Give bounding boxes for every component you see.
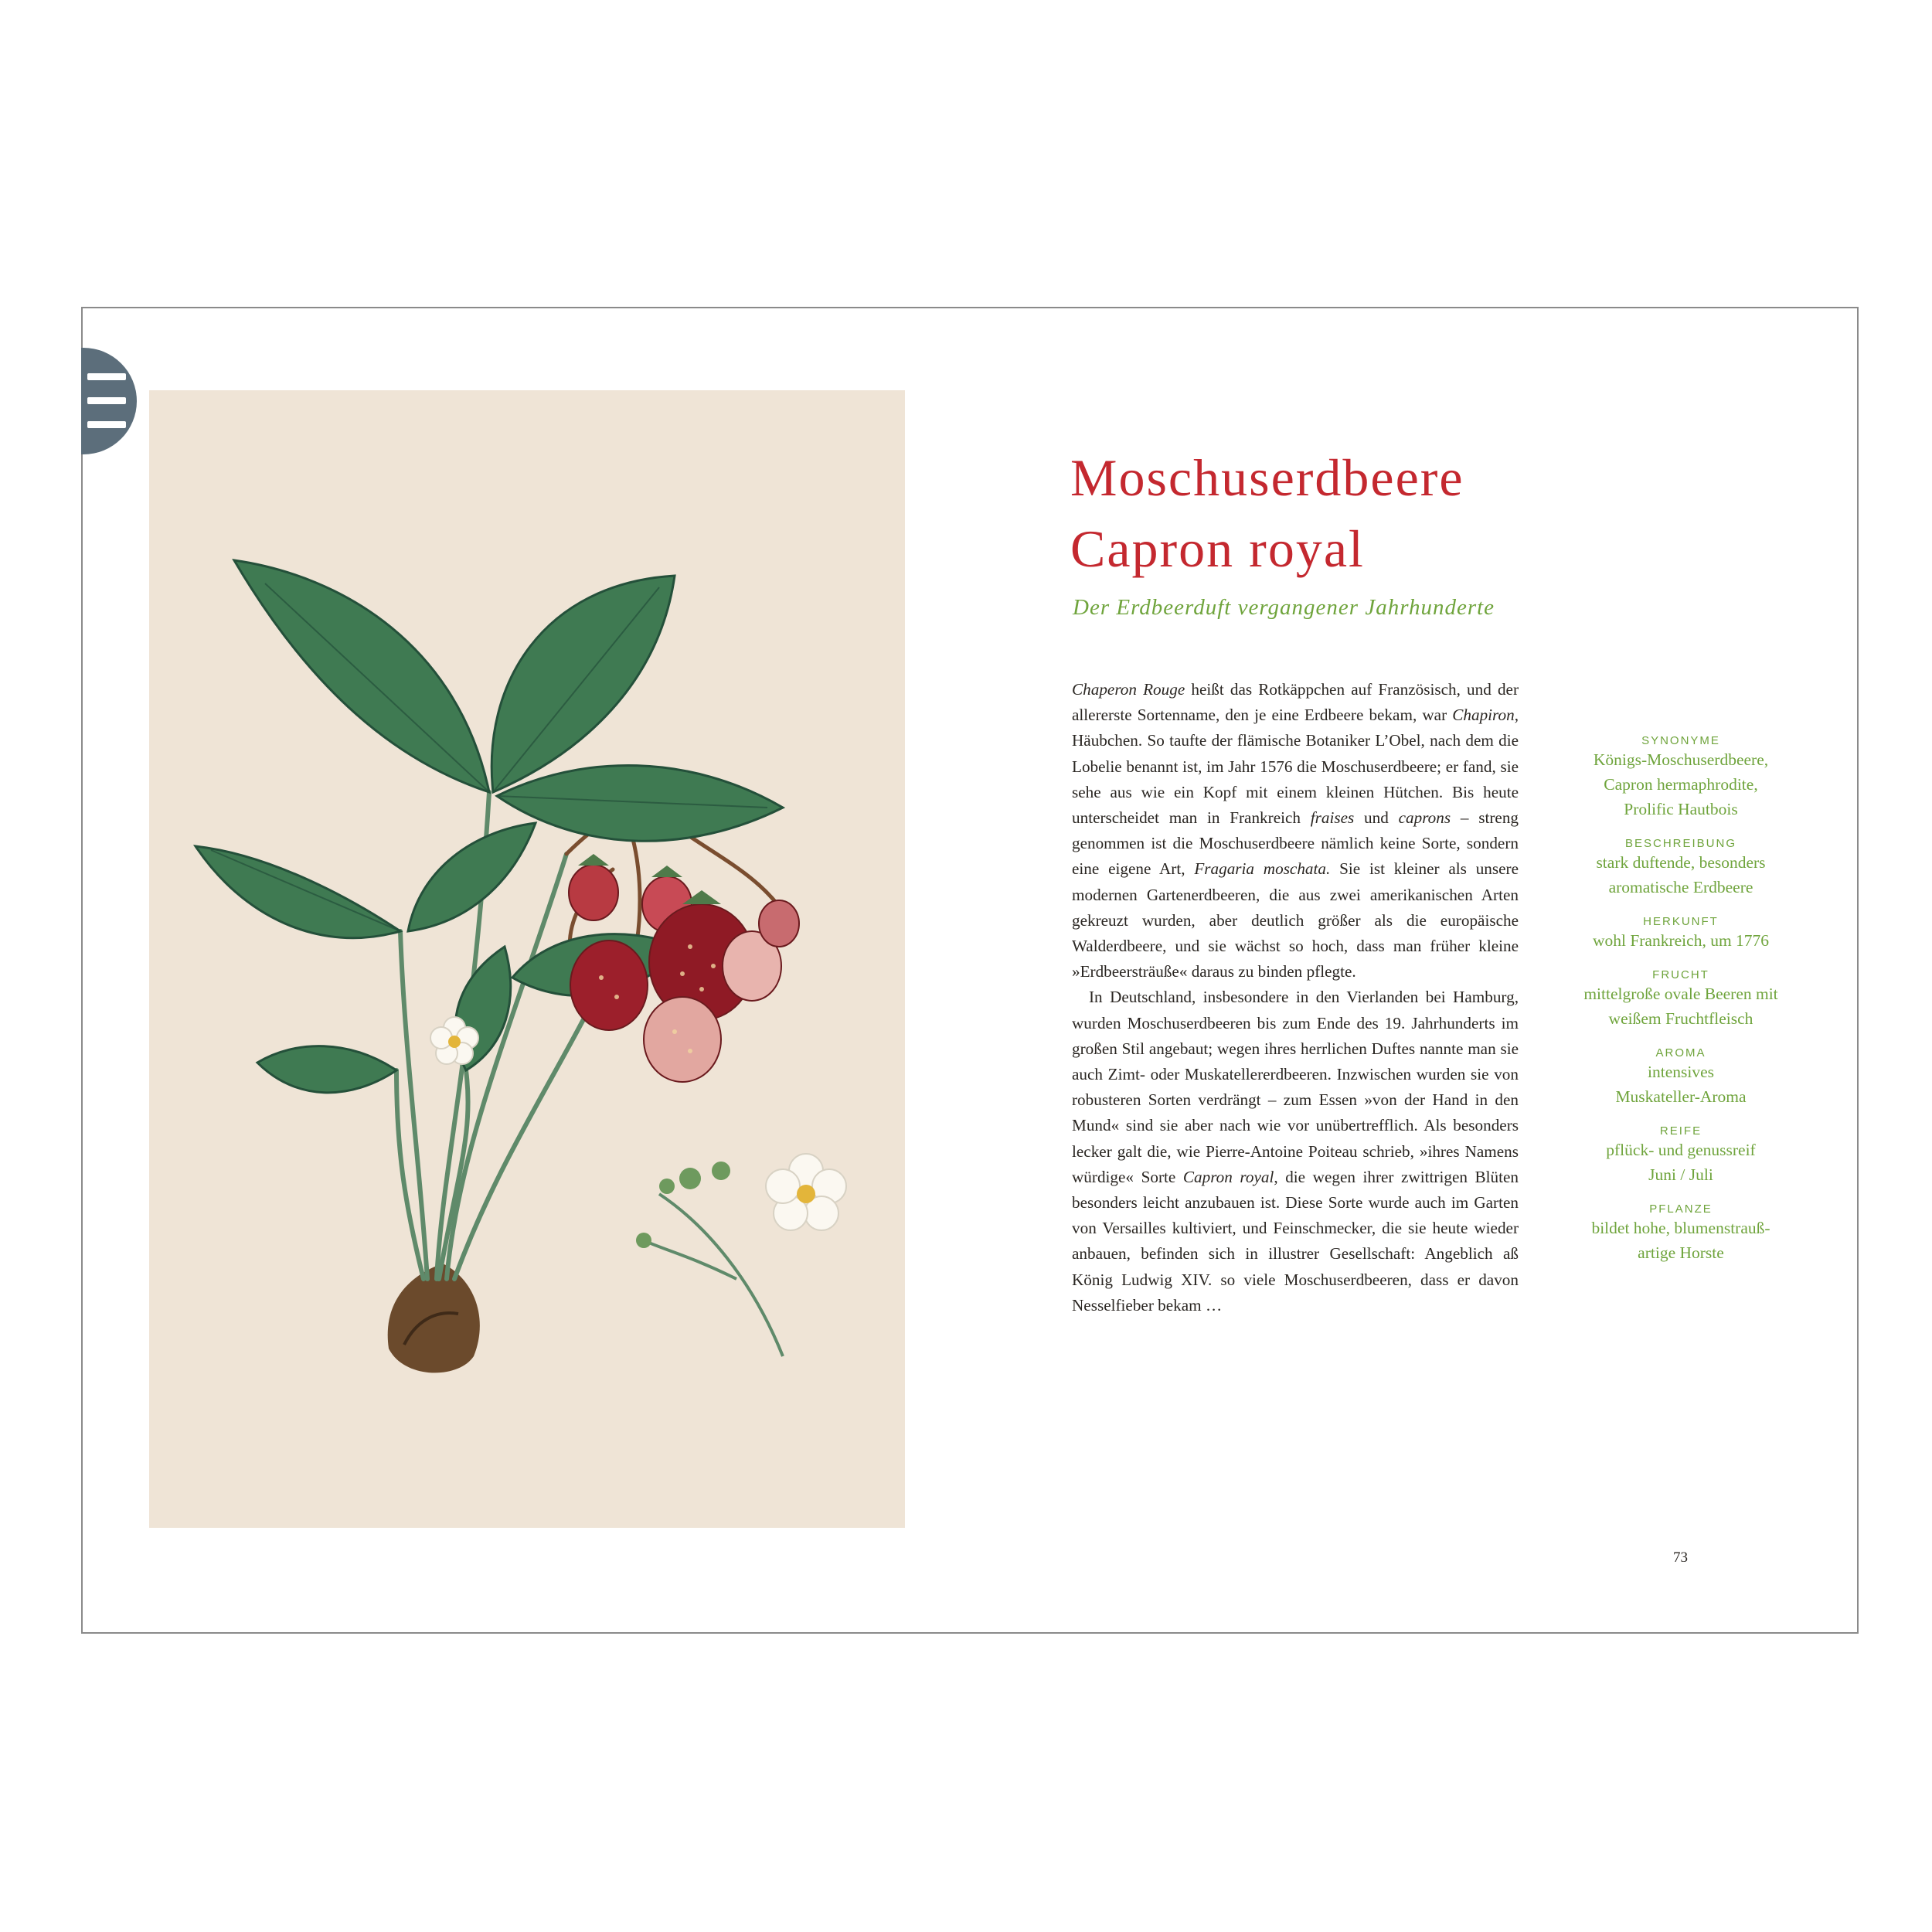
- fact-value-herkunft: [1553, 928, 1808, 953]
- p1-run-5: und: [1354, 808, 1399, 828]
- p1-run-9: Sie ist kleiner als unsere modernen Gartenerdbeeren, die aus zwei amerikanischen Arten gekreuzt wurden, aber deutlich größer als die europäische Walderdbeere, und sie wächst so hoch, dass man früher kleine »Erdbeersträuße« daraus zu binden pflegte.: [1072, 859, 1519, 981]
- fact-value-aroma: [1553, 1060, 1808, 1109]
- fact-value-beschreibung: [1553, 850, 1808, 900]
- fact-value-line: Prolific Hautbois: [1624, 800, 1738, 818]
- fact-label-herkunft: HERKUNFT: [1643, 915, 1719, 928]
- p1-run-3: , Häubchen. So taufte der flämische Botaniker L’Obel, nach dem die Lobelie benannt ist, im Jahr 1576 die Moschuserdbeere; er fand, sie sehe aus wie ein Kopf mit einem kleinen Hütchen. Bis heute unterscheidet man in Frankreich: [1072, 706, 1519, 828]
- botanical-illustration: [149, 390, 905, 1528]
- strawberry-plant-illustration: [149, 390, 905, 1528]
- p1-run-0: Chaperon Rouge: [1072, 680, 1185, 699]
- p1-run-6: caprons: [1398, 808, 1451, 828]
- fact-value-synonyme: [1553, 747, 1808, 821]
- body-paragraph-1: [1072, 677, 1519, 985]
- fact-value-line: pflück- und genussreif: [1606, 1141, 1756, 1159]
- fact-value-reife: [1553, 1138, 1808, 1187]
- p1-run-7: – streng genommen ist die Moschuserdbeere nämlich keine Sorte, sondern eine eigene Art,: [1072, 808, 1519, 879]
- p2-run-2: , die wegen ihrer zwittrigen Blüten besonders leicht anzubauen ist. Diese Sorte wurde auch im Garten von Versailles kultiviert, und Feinschmecker, die sie heute wieder anbauen, befinden sich in illustrer Gesellschaft: Angeblich aß König Ludwig XIV. so viele Moschuserdbeeren, dass er davon Nesselfieber bekam …: [1072, 1167, 1519, 1315]
- fact-value-line: Muskateller-Aroma: [1615, 1087, 1747, 1106]
- title-line-2: Capron royal: [1070, 519, 1365, 578]
- body-paragraph-2: [1072, 985, 1519, 1318]
- facts-sidebar: [1553, 734, 1808, 1265]
- fact-value-line: weißem Fruchtfleisch: [1608, 1009, 1753, 1028]
- fact-label-synonyme: SYNONYME: [1641, 734, 1720, 747]
- fact-label-beschreibung: BESCHREIBUNG: [1624, 837, 1737, 850]
- fact-label-aroma: AROMA: [1655, 1046, 1706, 1060]
- fact-label-reife: REIFE: [1659, 1124, 1702, 1138]
- fact-value-line: aromatische Erdbeere: [1608, 878, 1753, 896]
- fact-value-line: bildet hohe, blumenstrauß-: [1591, 1219, 1770, 1237]
- title-line-1: Moschuserdbeere: [1070, 448, 1464, 507]
- fact-value-line: stark duftende, besonders: [1596, 853, 1766, 872]
- fact-label-frucht: FRUCHT: [1652, 968, 1709, 981]
- fact-value-line: intensives: [1648, 1063, 1714, 1081]
- page-title: [1070, 442, 1464, 584]
- fact-value-line: Capron hermaphrodite,: [1604, 775, 1758, 794]
- fact-value-line: mittelgroße ovale Beeren mit: [1583, 985, 1778, 1003]
- p2-run-0: In Deutschland, insbesondere in den Vierlanden bei Hamburg, wurden Moschuserdbeeren bis zum Ende des 19. Jahrhunderts im großen Stil angebaut; wegen ihres herrlichen Duftes nannte man sie auch Zimt- oder Muskatellererdbeeren. Inzwischen wurden sie von robusteren Sorten verdrängt – zum Essen »von der Hand in den Mund« sind sie aber nach wie vor unübertrefflich. Als besonders lecker galt die, wie Pierre-Antoine Poiteau schrieb, »ihres Namens würdige« Sorte: [1072, 988, 1519, 1186]
- fact-value-frucht: [1553, 981, 1808, 1031]
- fact-value-line: wohl Frankreich, um 1776: [1592, 931, 1770, 950]
- p1-run-4: fraises: [1310, 808, 1355, 828]
- fact-label-pflanze: PFLANZE: [1649, 1202, 1713, 1216]
- fact-value-pflanze: [1553, 1216, 1808, 1265]
- fact-value-line: Juni / Juli: [1648, 1165, 1713, 1184]
- fact-value-line: artige Horste: [1638, 1243, 1724, 1262]
- p1-run-1: heißt das Rotkäppchen auf Französisch, und der allererste Sortenname, den je eine Erdbeere bekam, war: [1072, 680, 1519, 725]
- fact-value-line: Königs-Moschuserdbeere,: [1593, 750, 1769, 769]
- p2-run-1: Capron royal: [1182, 1167, 1274, 1186]
- page-subtitle: Der Erdbeerduft vergangener Jahrhunderte: [1073, 595, 1495, 620]
- page-number: 73: [1673, 1549, 1688, 1566]
- p1-run-2: Chapiron: [1452, 706, 1515, 725]
- body-text: [1072, 677, 1519, 1318]
- p1-run-8: Fragaria moschata.: [1194, 859, 1331, 879]
